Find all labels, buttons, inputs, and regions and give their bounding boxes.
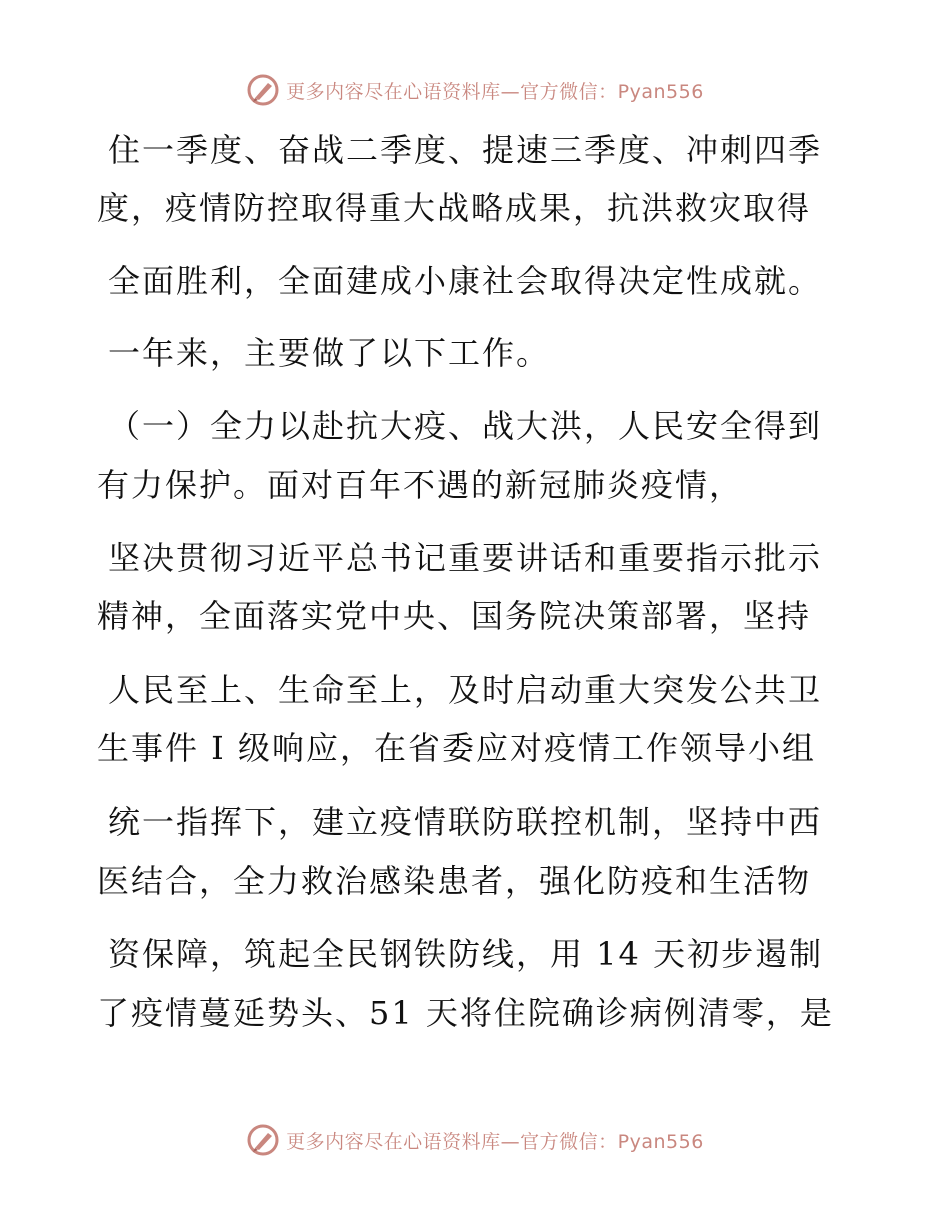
footer-watermark: [0, 1120, 950, 1160]
text-line: 坚决贯彻习近平总书记重要讲话和重要指示批示: [108, 539, 823, 577]
pen-logo-icon: [246, 1123, 280, 1157]
text-line: 人民至上、生命至上，及时启动重大突发公共卫: [108, 671, 823, 709]
text-line: 度，疫情防控取得重大战略成果，抗洪救灾取得: [97, 189, 812, 227]
watermark-text: 更多内容尽在心语资料库—官方微信：Pyan556: [286, 80, 704, 103]
pen-logo-icon: [246, 73, 280, 107]
text-line: 有力保护。面对百年不遇的新冠肺炎疫情，: [97, 466, 744, 504]
text-line: 全面胜利，全面建成小康社会取得决定性成就。: [108, 262, 823, 300]
text-line: 一年来，主要做了以下工作。: [108, 334, 551, 372]
text-line: （一）全力以赴抗大疫、战大洪，人民安全得到: [108, 407, 823, 445]
text-line: 统一指挥下，建立疫情联防联控机制，坚持中西: [108, 803, 823, 841]
text-line: 生事件 Ⅰ 级响应，在省委应对疫情工作领导小组: [97, 729, 816, 767]
header-watermark: [0, 70, 950, 110]
watermark-text: 更多内容尽在心语资料库—官方微信：Pyan556: [286, 1130, 704, 1153]
text-line: 资保障，筑起全民钢铁防线，用 14 天初步遏制: [108, 935, 824, 973]
text-line: 医结合，全力救治感染患者，强化防疫和生活物: [97, 862, 812, 900]
text-line: 了疫情蔓延势头、51 天将住院确诊病例清零，是: [97, 994, 834, 1032]
text-line: 住一季度、奋战二季度、提速三季度、冲刺四季: [108, 131, 823, 169]
text-line: 精神，全面落实党中央、国务院决策部署，坚持: [97, 597, 812, 635]
